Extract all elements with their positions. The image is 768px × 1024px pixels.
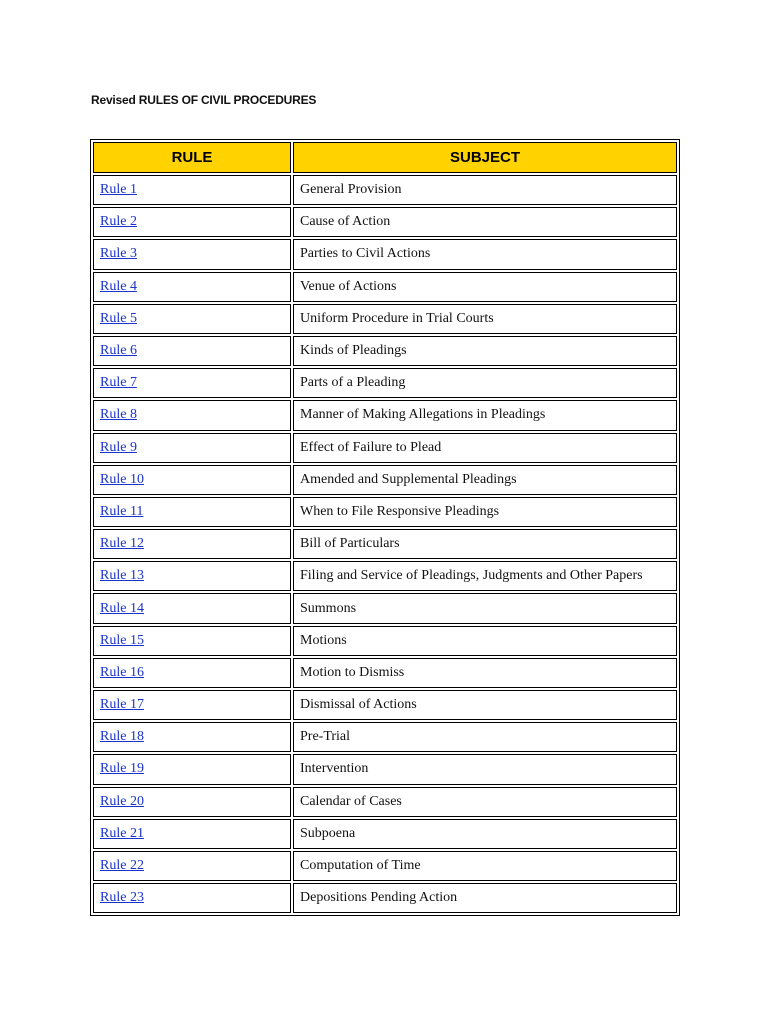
- table-row: [93, 626, 677, 656]
- table-row: [93, 754, 677, 784]
- rule-link[interactable]: Rule 1: [100, 182, 137, 198]
- subject-cell: Pre-Trial: [293, 722, 677, 752]
- rule-link[interactable]: Rule 23: [100, 890, 144, 906]
- table-row: [93, 336, 677, 366]
- rule-link[interactable]: Rule 14: [100, 600, 144, 616]
- rule-link[interactable]: Rule 16: [100, 664, 144, 680]
- rule-cell: [93, 336, 291, 366]
- table-row: [93, 207, 677, 237]
- table-row: [93, 851, 677, 881]
- rule-link[interactable]: Rule 15: [100, 632, 144, 648]
- rule-cell: [93, 883, 291, 913]
- rule-cell: [93, 400, 291, 430]
- subject-cell: Dismissal of Actions: [293, 690, 677, 720]
- table-row: [93, 529, 677, 559]
- subject-cell: Motion to Dismiss: [293, 658, 677, 688]
- subject-cell: Summons: [293, 593, 677, 623]
- rule-link[interactable]: Rule 7: [100, 375, 137, 391]
- subject-cell: Manner of Making Allegations in Pleadings: [293, 400, 677, 430]
- subject-cell: Effect of Failure to Plead: [293, 433, 677, 463]
- table-row: [93, 561, 677, 591]
- rules-table-body: [93, 175, 677, 913]
- rule-cell: [93, 722, 291, 752]
- subject-cell: Amended and Supplemental Pleadings: [293, 465, 677, 495]
- rule-cell: [93, 561, 291, 591]
- rule-link[interactable]: Rule 10: [100, 471, 144, 487]
- subject-cell: Depositions Pending Action: [293, 883, 677, 913]
- table-row: [93, 787, 677, 817]
- rule-link[interactable]: Rule 13: [100, 568, 144, 584]
- rule-cell: [93, 754, 291, 784]
- rule-cell: [93, 368, 291, 398]
- table-row: [93, 593, 677, 623]
- rule-link[interactable]: Rule 5: [100, 310, 137, 326]
- table-row: [93, 175, 677, 205]
- table-row: [93, 433, 677, 463]
- table-row: [93, 690, 677, 720]
- table-row: [93, 883, 677, 913]
- rule-link[interactable]: Rule 4: [100, 278, 137, 294]
- table-row: [93, 819, 677, 849]
- rule-link[interactable]: Rule 6: [100, 343, 137, 359]
- rule-cell: [93, 658, 291, 688]
- rule-link[interactable]: Rule 3: [100, 246, 137, 262]
- table-row: [93, 400, 677, 430]
- subject-cell: Computation of Time: [293, 851, 677, 881]
- rule-cell: [93, 207, 291, 237]
- subject-column-header: SUBJECT: [293, 142, 677, 173]
- rule-link[interactable]: Rule 20: [100, 793, 144, 809]
- table-header-row: [93, 142, 677, 173]
- rule-link[interactable]: Rule 12: [100, 536, 144, 552]
- document-title: Revised RULES OF CIVIL PROCEDURES: [91, 93, 317, 107]
- table-row: [93, 497, 677, 527]
- rule-cell: [93, 690, 291, 720]
- rule-cell: [93, 433, 291, 463]
- rule-link[interactable]: Rule 22: [100, 858, 144, 874]
- table-row: [93, 658, 677, 688]
- rule-cell: [93, 497, 291, 527]
- rules-table: [90, 139, 680, 916]
- subject-cell: Filing and Service of Pleadings, Judgments and Other Papers: [293, 561, 677, 591]
- subject-cell: Bill of Particulars: [293, 529, 677, 559]
- subject-cell: Subpoena: [293, 819, 677, 849]
- rule-cell: [93, 465, 291, 495]
- rule-link[interactable]: Rule 18: [100, 729, 144, 745]
- table-row: [93, 239, 677, 269]
- subject-cell: General Provision: [293, 175, 677, 205]
- rule-cell: [93, 175, 291, 205]
- rule-cell: [93, 272, 291, 302]
- rule-link[interactable]: Rule 9: [100, 439, 137, 455]
- rule-cell: [93, 239, 291, 269]
- subject-cell: Cause of Action: [293, 207, 677, 237]
- rule-link[interactable]: Rule 2: [100, 214, 137, 230]
- rule-link[interactable]: Rule 17: [100, 697, 144, 713]
- subject-cell: Kinds of Pleadings: [293, 336, 677, 366]
- rule-cell: [93, 819, 291, 849]
- table-row: [93, 465, 677, 495]
- subject-cell: Venue of Actions: [293, 272, 677, 302]
- subject-cell: Uniform Procedure in Trial Courts: [293, 304, 677, 334]
- rule-link[interactable]: Rule 11: [100, 503, 144, 519]
- table-row: [93, 368, 677, 398]
- subject-cell: Intervention: [293, 754, 677, 784]
- rule-cell: [93, 787, 291, 817]
- rule-cell: [93, 593, 291, 623]
- rule-cell: [93, 529, 291, 559]
- rule-link[interactable]: Rule 19: [100, 761, 144, 777]
- table-row: [93, 304, 677, 334]
- subject-cell: Motions: [293, 626, 677, 656]
- table-row: [93, 272, 677, 302]
- subject-cell: Parts of a Pleading: [293, 368, 677, 398]
- subject-cell: Parties to Civil Actions: [293, 239, 677, 269]
- rule-cell: [93, 626, 291, 656]
- rule-column-header: RULE: [93, 142, 291, 173]
- rule-link[interactable]: Rule 21: [100, 825, 144, 841]
- rule-cell: [93, 851, 291, 881]
- table-row: [93, 722, 677, 752]
- rule-link[interactable]: Rule 8: [100, 407, 137, 423]
- subject-cell: Calendar of Cases: [293, 787, 677, 817]
- subject-cell: When to File Responsive Pleadings: [293, 497, 677, 527]
- rule-cell: [93, 304, 291, 334]
